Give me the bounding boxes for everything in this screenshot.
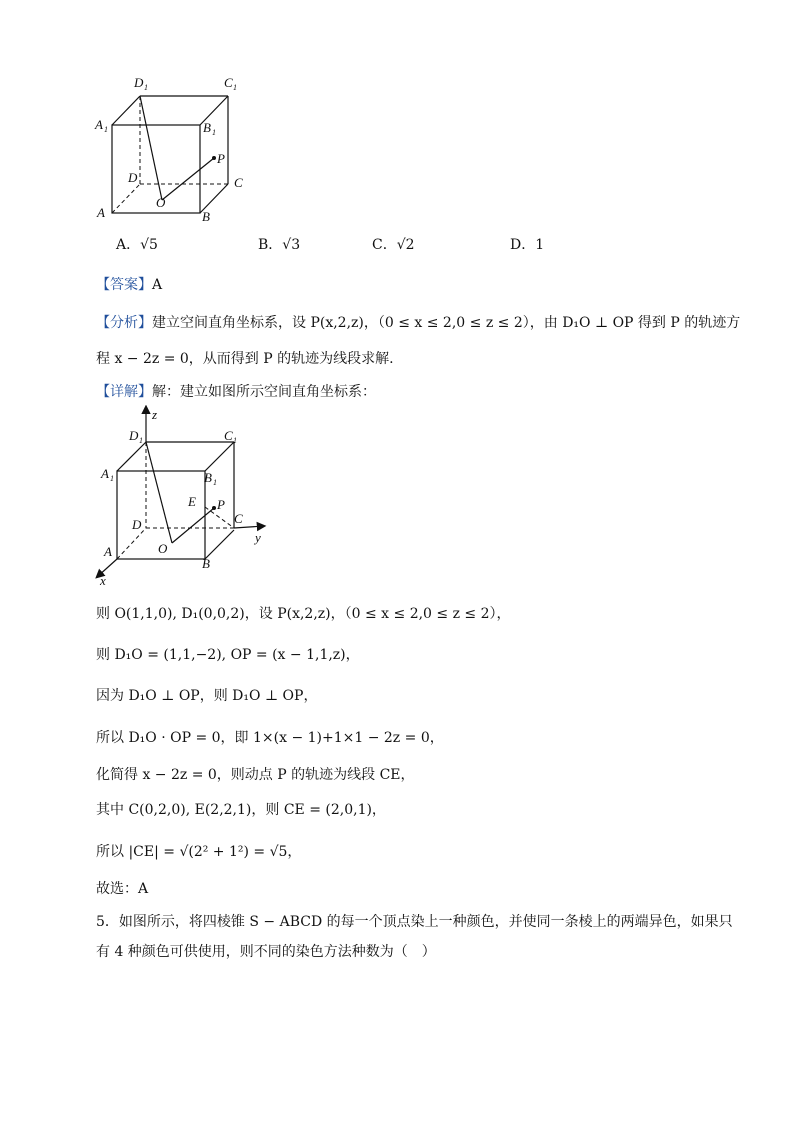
axis-label-x: x [100,573,106,588]
detail-line-3: 因为 D₁O ⊥ OP，则 D₁O ⊥ OP， [96,688,318,704]
label-c: C [234,175,243,190]
svg-text:1: 1 [213,478,217,487]
detail-line-2: 则 D₁O = (1,1,−2), OP = (x − 1,1,z)， [96,647,360,663]
cube-figure-2 [92,405,282,590]
label2-b: B [202,556,210,571]
label2-b1: B [204,470,212,485]
y-axis-arrow [234,526,264,528]
cube2-segment-o-p [172,508,214,543]
axis-label-z: z [152,407,158,422]
question-5-line-1: 5．如图所示，将四棱锥 S − ABCD 的每一个顶点染上一种颜色，并使同一条棱上的两端异色，如果只 [96,914,733,930]
label2-c1: C [224,428,233,443]
detail-line-1: 则 O(1,1,0), D₁(0,0,2)，设 P(x,2,z)，（0 ≤ x ≤ 2,0 ≤ z ≤ 2）， [96,606,511,622]
question-5-line-2: 有 4 种颜色可供使用，则不同的染色方法种数为（ ） [96,944,436,960]
label-p: P [217,151,225,166]
label2-o: O [158,541,168,556]
svg-text:1: 1 [139,436,143,445]
answer-text: A [152,277,163,293]
label-b1: B [203,120,211,135]
point-p-dot [212,156,216,160]
hidden-edge-a-d [112,184,140,213]
svg-text:1: 1 [233,436,237,445]
analysis-tag: 【分析】 [96,315,152,331]
option-a: A．√5 [116,237,158,253]
label-d1: D [134,75,144,90]
svg-text:1: 1 [104,125,108,134]
answer-line [96,276,162,294]
label-a1: A [95,117,103,132]
detail-line-7: 所以 |CE| = √(2² + 1²) = √5， [96,844,302,860]
label2-c: C [234,511,243,526]
segment-o-p [162,158,214,200]
cube-figure-1 [90,70,260,225]
label-b: B [202,209,210,224]
label-d: D [128,170,138,185]
label2-p: P [217,497,225,512]
detail-intro-line: 【详解】解：建立如图所示空间直角坐标系： [96,384,376,400]
option-b: B．√3 [258,237,301,253]
label2-a1: A [101,466,109,481]
detail-tag: 【详解】 [96,384,152,400]
label2-e: E [188,494,196,509]
option-d: D．1 [510,237,545,253]
svg-text:1: 1 [212,128,216,137]
label-a: A [97,205,105,220]
label-o: O [156,195,166,210]
answer-tag: 【答案】 [96,277,152,293]
detail-line-5: 化简得 x − 2z = 0，则动点 P 的轨迹为线段 CE， [96,767,415,783]
analysis-line-1: 【分析】建立空间直角坐标系，设 P(x,2,z)，（0 ≤ x ≤ 2,0 ≤ z ≤ 2），由 D₁O ⊥ OP 得到 P 的轨迹方 [96,315,741,331]
svg-text:1: 1 [110,474,114,483]
label-c1: C [224,75,233,90]
edge-a1-d1 [112,96,140,125]
label2-d: D [132,517,142,532]
detail-line-4: 所以 D₁O · OP = 0，即 1×(x − 1)+1×1 − 2z = 0， [96,730,444,746]
option-c: C．√2 [372,237,415,253]
label2-a: A [104,544,112,559]
point-p-dot-2 [212,506,216,510]
axis-label-y: y [255,530,261,545]
detail-line-6: 其中 C(0,2,0), E(2,2,1)，则 CE = (2,0,1)， [96,802,386,818]
svg-text:1: 1 [233,83,237,92]
detail-line-8: 故选：A [96,881,149,897]
analysis-line-2: 程 x − 2z = 0，从而得到 P 的轨迹为线段求解. [96,351,394,367]
label2-d1: D [129,428,139,443]
svg-text:1: 1 [144,83,148,92]
